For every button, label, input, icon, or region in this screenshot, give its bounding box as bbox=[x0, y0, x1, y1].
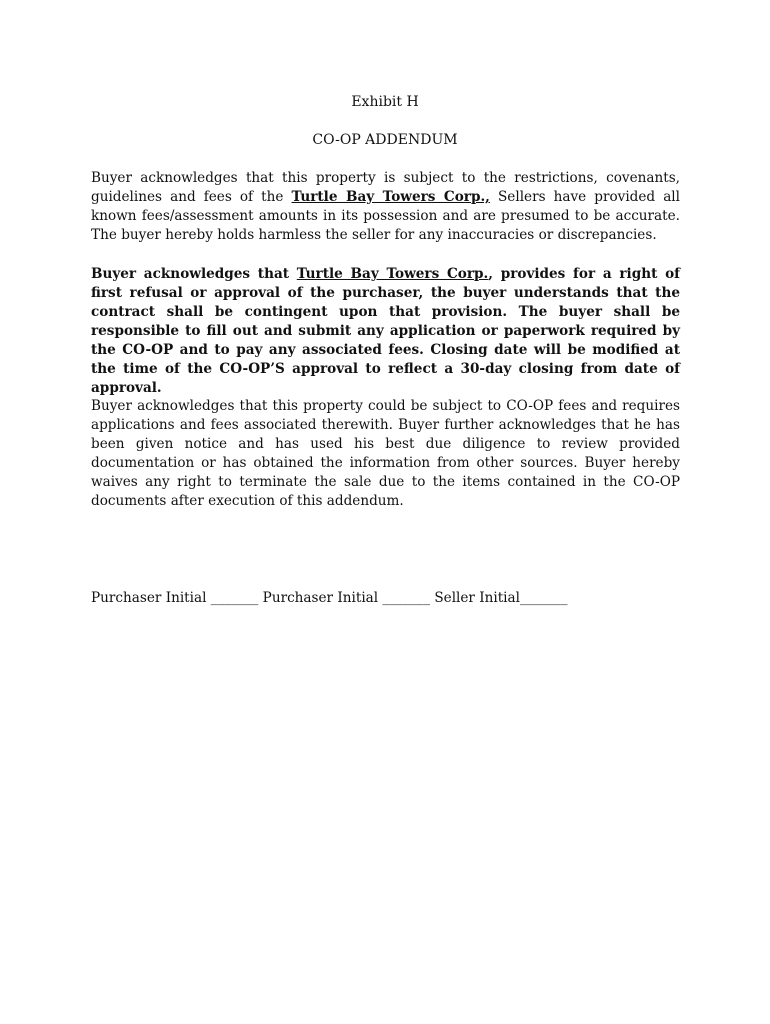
paragraph-restrictions bbox=[91, 169, 680, 245]
corporation-name: Turtle Bay Towers Corp., bbox=[291, 189, 490, 205]
corporation-name: Turtle Bay Towers Corp. bbox=[296, 266, 489, 282]
paragraph-refusal-text-start: Buyer acknowledges that bbox=[91, 266, 297, 282]
exhibit-label: Exhibit H bbox=[351, 94, 419, 110]
paragraph-refusal-text-end: , provides for a right of first refusal or approval of the purchaser, the buyer understands that the contract shall be contingent upon that provision. The buyer shall be responsible to fill out and submit any application or paperwork required by the CO-OP and to pay any associated fees. Closing date will be modified at the time of the CO-OP’S approval to reflect a 30-day closing from date of approval. bbox=[91, 266, 680, 396]
paragraph-coop-fees: Buyer acknowledges that this property could be subject to CO-OP fees and requires applications and fees associated therewith. Buyer further acknowledges that he has been given notice and has used his best due diligence to review provided documentation or has obtained the information from other sources. Buyer hereby waives any right to terminate the sale due to the items contained in the CO-OP documents after execution of this addendum. bbox=[91, 398, 680, 509]
initials-line: Purchaser Initial _______ Purchaser Initial _______ Seller Initial_______ bbox=[91, 590, 568, 606]
paragraph-restrictions-text-start: Buyer acknowledges that this property is subject to the restrictions, covenants, guidelines and fees of the bbox=[91, 170, 680, 205]
document-title: CO-OP ADDENDUM bbox=[312, 132, 458, 148]
paragraph-restrictions-text-end: Sellers have provided all known fees/assessment amounts in its possession and are presumed to be accurate. The buyer hereby holds harmless the seller for any inaccuracies or discrepancies. bbox=[91, 189, 680, 243]
paragraph-right-of-refusal bbox=[91, 265, 680, 398]
